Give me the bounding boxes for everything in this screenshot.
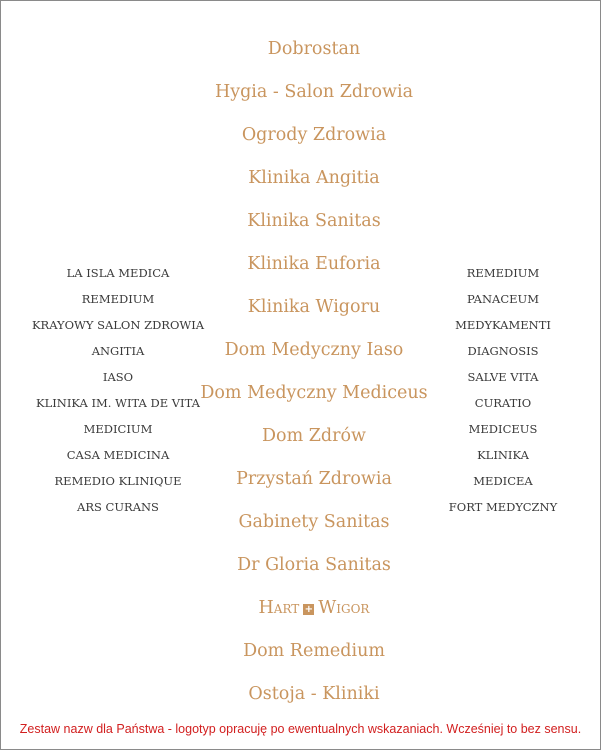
center-name: Hygia - Salon Zdrowia (214, 82, 414, 102)
center-name: Klinika Sanitas (247, 211, 381, 231)
left-name: REMEDIUM (81, 292, 155, 306)
left-name-list (20, 260, 216, 520)
footer-note: Zestaw nazw dla Państwa - logotyp opracuję po ewentualnych wskazaniach. Wcześniej to bez sensu. (19, 722, 582, 736)
right-name-list (405, 260, 601, 520)
center-name: Ogrody Zdrowia (241, 125, 387, 145)
right-name: MEDICEUS (468, 422, 538, 436)
left-name: REMEDIO KLINIQUE (54, 474, 182, 488)
center-name: Dom Remedium (243, 641, 385, 661)
center-name: Ostoja - Kliniki (248, 684, 380, 704)
hart-wigor-logo (161, 587, 467, 630)
logo-word-wigor: Wigor (318, 598, 370, 618)
center-name: Dom Zdrów (262, 426, 366, 446)
left-name: IASO (102, 370, 134, 384)
center-name: Dobrostan (267, 39, 361, 59)
right-name: CURATIO (474, 396, 532, 410)
left-name: KRAYOWY SALON ZDROWIA (31, 318, 205, 332)
left-name: KLINIKA IM. WITA DE VITA (36, 396, 200, 410)
center-name: Dom Medyczny Iaso (224, 340, 404, 360)
right-name: DIAGNOSIS (467, 344, 539, 358)
left-name: ANGITIA (91, 344, 145, 358)
right-name: SALVE VITA (467, 370, 539, 384)
center-name: Klinika Angitia (248, 168, 380, 188)
center-name: Dr Gloria Sanitas (237, 555, 391, 575)
center-name: Przystań Zdrowia (236, 469, 392, 489)
left-name: MEDICIUM (83, 422, 153, 436)
left-name: LA ISLA MEDICA (66, 266, 170, 280)
center-name: Klinika Wigoru (247, 297, 381, 317)
right-name: REMEDIUM (466, 266, 540, 280)
right-name: FORT MEDYCZNY (448, 500, 558, 514)
center-name: Klinika Euforia (247, 254, 381, 274)
left-name: CASA MEDICINA (66, 448, 170, 462)
center-name: Gabinety Sanitas (238, 512, 390, 532)
center-name: Dom Medyczny Mediceus (200, 383, 428, 403)
left-name: ARS CURANS (77, 500, 159, 514)
right-name: KLINIKA (477, 448, 529, 462)
right-name: MEDYKAMENTI (455, 318, 551, 332)
plus-square-icon: + (304, 604, 313, 615)
logo-word-hart: Hart (258, 598, 300, 618)
right-name: PANACEUM (466, 292, 539, 306)
right-name: MEDICEA (473, 474, 533, 488)
